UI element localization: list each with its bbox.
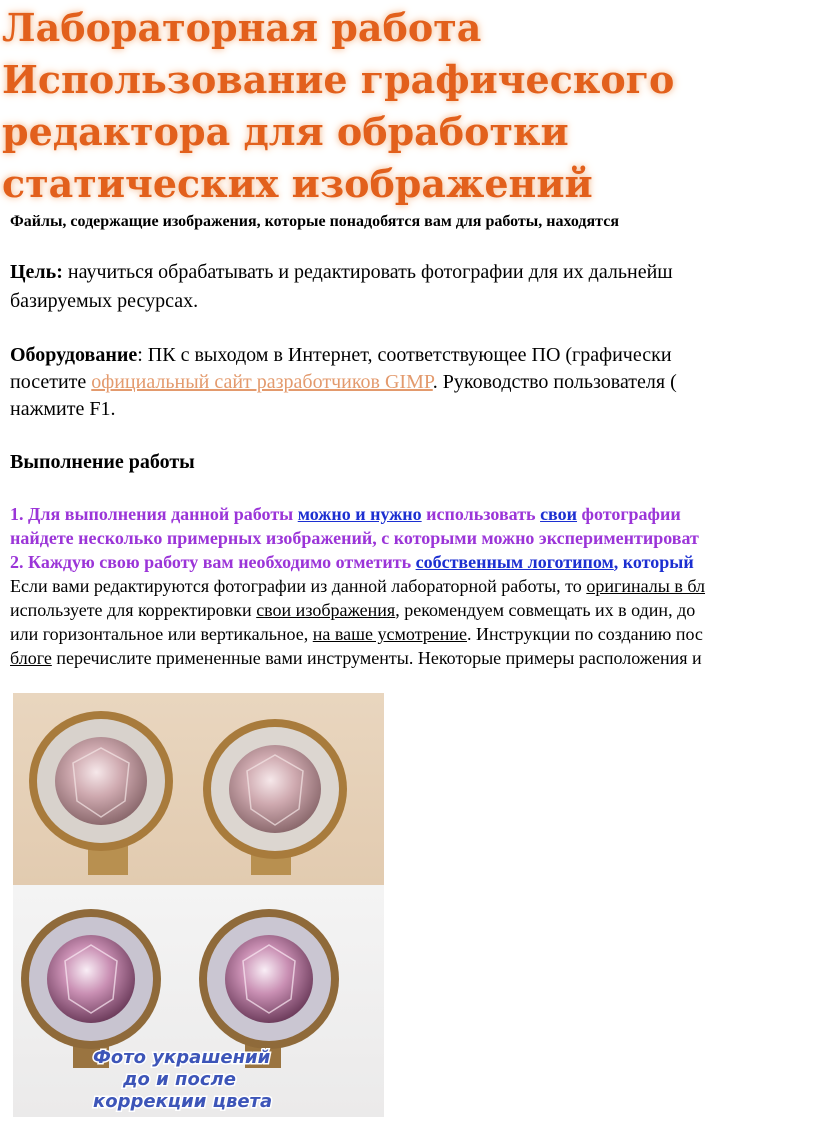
caption-line-1: Фото украшений: [93, 1047, 271, 1068]
item-number: 1.: [10, 504, 24, 524]
own-logo-link[interactable]: собственным логотипом: [415, 552, 614, 572]
equipment-line: [10, 344, 672, 367]
equipment-text: . Руководство пользователя (: [432, 371, 677, 393]
body-text: перечислите примененные вами инструменты. Некоторые примеры расположения и: [51, 648, 702, 668]
body-text: Если вами редактируются фотографии из данной лабораторной работы, то: [10, 576, 587, 596]
originals-link[interactable]: оригиналы в бл: [586, 576, 706, 596]
goal-line: [10, 261, 673, 284]
equipment-line: [10, 371, 677, 394]
body-text: или горизонтальное или вертикальное,: [10, 624, 313, 644]
equipment-line: нажмите F1.: [10, 398, 116, 420]
item-text: фотографии: [577, 504, 681, 524]
item-text: использовать: [421, 504, 541, 524]
caption-line-3: коррекции цвета: [93, 1091, 273, 1112]
body-text: используете для корректировки: [10, 600, 257, 620]
body-line: [10, 648, 702, 669]
body-text: , рекомендуем совмещать их в один, до: [395, 600, 696, 620]
item-text: Для выполнения данной работы: [23, 504, 298, 524]
equipment-text: посетите: [10, 371, 92, 393]
item-text: , который: [613, 552, 694, 572]
body-text: . Инструкции по созданию пос: [466, 624, 703, 644]
body-text-underlined: свои изображения: [256, 600, 396, 620]
title-line: Лабораторная работа: [2, 5, 482, 50]
gimp-site-link[interactable]: официальный сайт разработчиков GIMP: [91, 371, 433, 393]
blog-link[interactable]: блоге: [10, 648, 52, 668]
goal-label: Цель:: [10, 261, 63, 283]
can-and-must-link[interactable]: можно и нужно: [297, 504, 422, 524]
instruction-item-2: [10, 552, 694, 573]
title-line: редактора для обработки: [2, 109, 569, 154]
section-heading: Выполнение работы: [10, 451, 195, 473]
body-line: [10, 600, 695, 621]
own-link[interactable]: свои: [540, 504, 578, 524]
item-text: Каждую свою работу вам необходимо отметить: [23, 552, 416, 572]
caption-line-2: до и после: [123, 1069, 236, 1090]
goal-line: базируемых ресурсах.: [10, 290, 199, 312]
title-line: Использование графического: [2, 57, 675, 102]
equipment-label: Оборудование: [10, 344, 138, 366]
earrings-before-after-image: [13, 693, 384, 1117]
body-text-underlined: на ваше усмотрение: [312, 624, 467, 644]
body-line: [10, 576, 705, 597]
title-line: статических изображений: [2, 161, 593, 206]
body-line: [10, 624, 703, 645]
intro-text: Файлы, содержащие изображения, которые понадобятся вам для работы, находятся: [10, 213, 619, 230]
instruction-item-1: [10, 504, 681, 525]
page-title: [2, 2, 816, 210]
instruction-item-1-cont: найдете несколько примерных изображений, с которыми можно экспериментироват: [10, 528, 699, 548]
equipment-text: : ПК с выходом в Интернет, соответствующее ПО (графически: [137, 344, 672, 366]
goal-text: научиться обрабатывать и редактировать фотографии для их дальнейш: [62, 261, 673, 283]
item-number: 2.: [10, 552, 24, 572]
